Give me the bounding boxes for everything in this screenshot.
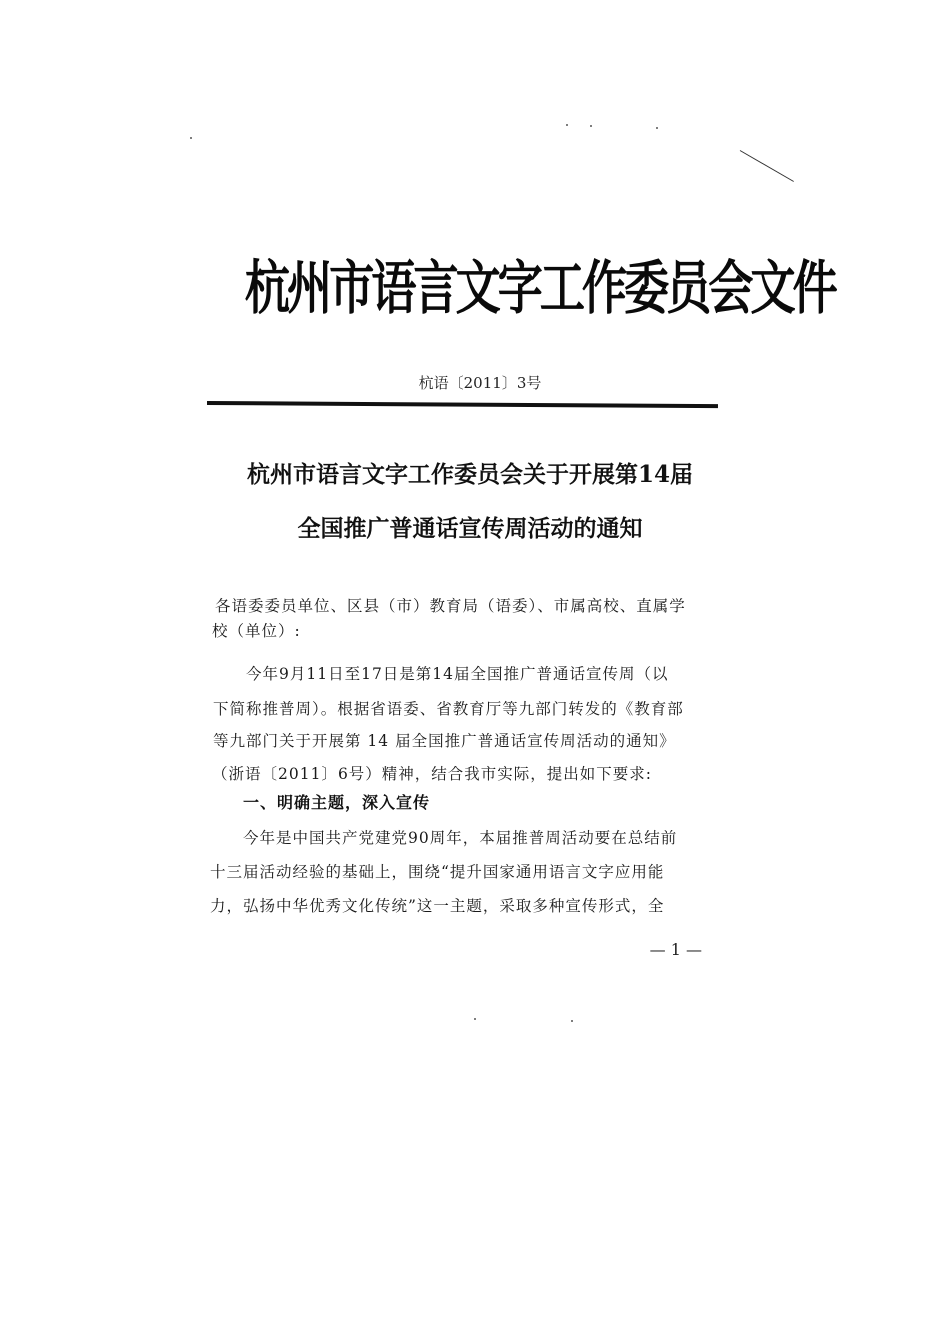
- paragraph-2-line-1: 今年是中国共产党建党90周年，本届推普周活动要在总结前: [243, 829, 678, 847]
- scan-speck: [571, 1020, 573, 1022]
- document-header-title: 杭州市语言文字工作委员会文件: [244, 254, 835, 322]
- scan-speck: [656, 127, 658, 129]
- scan-speck: [590, 125, 592, 127]
- header-divider-rule: [207, 401, 718, 408]
- notice-title-line-1: 杭州市语言文字工作委员会关于开展第14届: [246, 461, 693, 488]
- paragraph-1-line-2: 下简称推普周）。根据省语委、省教育厅等九部门转发的《教育部: [213, 700, 684, 718]
- paragraph-1-line-4: （浙语〔2011〕6号）精神，结合我市实际，提出如下要求:: [212, 765, 653, 783]
- recipients-line-1: 各语委委员单位、区县（市）教育局（语委）、市属高校、直属学: [215, 597, 686, 615]
- scan-speck: [566, 124, 568, 126]
- paragraph-2-line-3: 力，弘扬中华优秀文化传统”这一主题，采取多种宣传形式，全: [210, 897, 665, 915]
- page-number: — 1 —: [649, 940, 702, 959]
- scan-speck: [190, 137, 192, 139]
- paragraph-1-line-3: 等九部门关于开展第 14 届全国推广普通话宣传周活动的通知》: [213, 732, 676, 750]
- paragraph-1-line-1: 今年9月11日至17日是第14届全国推广普通话宣传周（以: [246, 665, 669, 683]
- scan-speck: [474, 1018, 476, 1020]
- section-1-heading: 一、明确主题，深入宣传: [243, 793, 431, 812]
- recipients-line-2: 校（单位）:: [212, 622, 301, 640]
- notice-title-line-2: 全国推广普通话宣传周活动的通知: [297, 515, 643, 542]
- scan-artifact-line: [740, 150, 794, 182]
- document-number: 杭语〔2011〕3号: [418, 374, 542, 392]
- paragraph-2-line-2: 十三届活动经验的基础上，围绕“提升国家通用语言文字应用能: [210, 863, 665, 881]
